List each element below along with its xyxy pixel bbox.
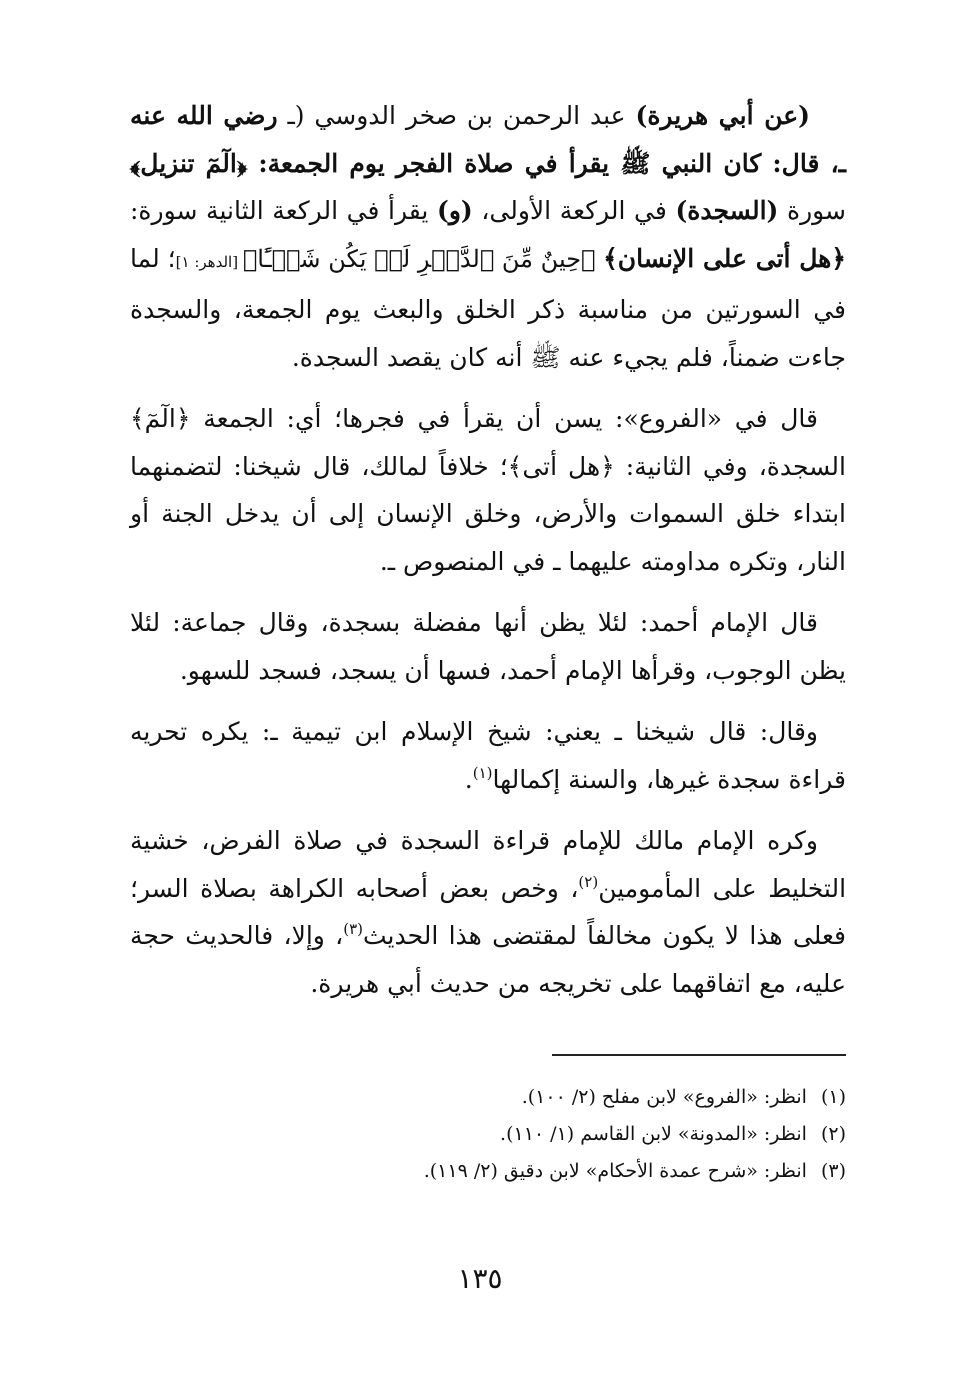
- verse-reference: [الدهر: ١]: [175, 252, 243, 271]
- footnote-divider: [552, 1054, 846, 1056]
- hadith-text: رضي الله عنه ـ، قال: كان النبي ﷺ يقرأ في صلاة الفجر يوم الجمعة: ﴿الٓمٓ تنزيل﴾: [130, 101, 846, 178]
- paragraph-5: [130, 817, 846, 1007]
- paragraph-2: قال في «الفروع»: يسن أن يقرأ في فجرها؛ أي: الجمعة ﴿الٓمٓ﴾ السجدة، وفي الثانية: ﴿هل أتى﴾؛ خلافاً لمالك، قال شيخنا: لتضمنهما ابتداء خلق السموات والأرض، وخلق الإنسان إلى أن يدخل الجنة أو النار، وتكره مداومته عليهما ـ في المنصوص ـ.: [130, 404, 846, 576]
- footnote-item: [300, 1153, 846, 1190]
- footnotes: [300, 1079, 846, 1190]
- text-segment: ، وإلا، فالحديث حجة عليه، مع اتفاقهما على تخريجه من حديث أبي هريرة.: [130, 921, 846, 998]
- surah-name-insan: ﴿هل أتى على الإنسان﴾: [603, 243, 846, 273]
- footnote-ref-3[interactable]: (٣): [343, 920, 363, 938]
- footnote-ref-2[interactable]: (٢): [578, 872, 599, 891]
- text-segment: ؛ لما في السورتين من مناسبة ذكر الخلق والبعث يوم الجمعة، والسجدة جاءت ضمناً، فلم يجيء عنه ﷺ أنه كان يقصد السجدة.: [130, 243, 846, 372]
- footnote-text: انظر: «شرح عمدة الأحكام» لابن دقيق (٢/ ١١٩).: [423, 1160, 807, 1182]
- paragraph-4: [130, 708, 846, 803]
- footnote-text: انظر: «المدونة» لابن القاسم (١/ ١١٠).: [500, 1123, 807, 1145]
- text-segment: ، وخص بعض أصحابه الكراهة بصلاة السر؛ فعلى هذا لا يكون مخالفاً لمقتضى هذا الحديث: [130, 873, 847, 950]
- text-segment: .: [464, 764, 473, 794]
- text-segment: يقرأ في الركعة الثانية سورة:: [130, 196, 437, 225]
- footnote-number: (٣): [820, 1160, 846, 1182]
- text-segment: وكره الإمام مالك للإمام قراءة السجدة في صلاة الفرض، خشية التخليط على المأمومين: [130, 826, 847, 903]
- footnote-item: [300, 1116, 846, 1153]
- paragraph-3: قال الإمام أحمد: لئلا يظن أنها مفضلة بسجدة، وقال جماعة: لئلا يظن الوجوب، وقرأها الإمام أحمد، فسها أن يسجد، فسجد للسهو.: [130, 608, 846, 685]
- narrator-name: عبد الرحمن بن صخر الدوسي (ـ: [277, 101, 636, 130]
- footnote-text: انظر: «الفروع» لابن مفلح (٢/ ١٠٠).: [521, 1086, 807, 1108]
- text-segment: وقال: قال شيخنا ـ يعني: شيخ الإسلام ابن تيمية ـ: يكره تحريه قراءة سجدة غيرها، والسنة إكمالها: [130, 717, 846, 794]
- main-text: [130, 92, 846, 1021]
- text-segment: سورة: [778, 196, 846, 225]
- footnote-ref-1[interactable]: (١): [472, 763, 493, 782]
- surah-name-sajda: (السجدة): [675, 196, 779, 225]
- conjunction-marker: (و): [436, 196, 473, 225]
- text-segment: في الركعة الأولى،: [472, 196, 676, 225]
- footnote-number: (١): [820, 1086, 846, 1108]
- paragraph-1: [130, 92, 846, 381]
- hadith-narrator: (عن أبي هريرة): [635, 101, 810, 130]
- quran-verse: ﴿حِينٌ مِّنَ ٱلدَّهۡرِ لَمۡ يَكُن شَيۡـًٔا﴾: [242, 244, 604, 273]
- footnote-item: [300, 1079, 846, 1116]
- page-number: ١٣٥: [457, 1262, 503, 1295]
- footnote-number: (٢): [820, 1123, 846, 1145]
